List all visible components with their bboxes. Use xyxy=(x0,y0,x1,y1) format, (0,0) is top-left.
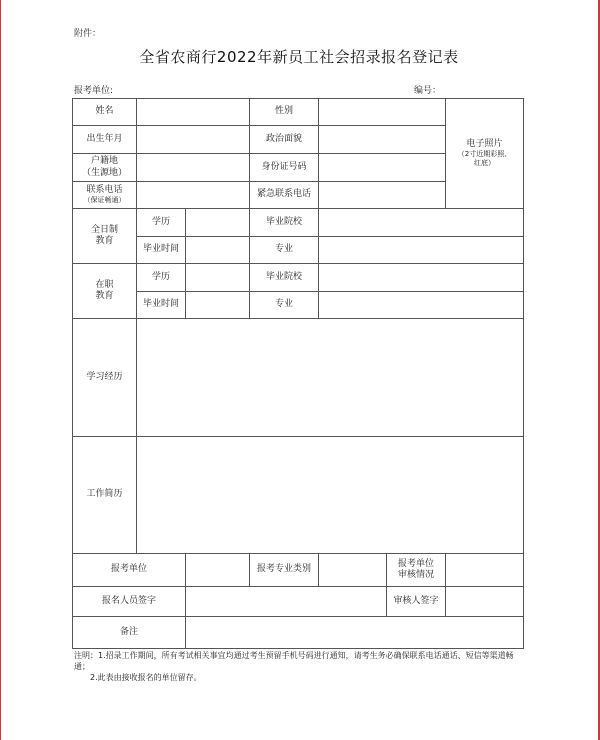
id-number-field[interactable] xyxy=(319,154,446,182)
table-row xyxy=(73,237,524,264)
fulltime-school-field[interactable] xyxy=(319,209,524,237)
note-line-1: 注明：1.招录工作期间，所有考试相关事宜均通过考生预留手机号码进行通知，请考生务必确保联系电话通话、短信等渠道畅通； xyxy=(74,651,514,672)
domicile-field[interactable] xyxy=(137,154,250,182)
table-row xyxy=(73,209,524,237)
photo-note-1: （2寸近期彩照、 xyxy=(457,150,512,159)
onjob-major-label: 专业 xyxy=(250,292,319,319)
onjob-school-label: 毕业院校 xyxy=(250,264,319,292)
id-number-label: 身份证号码 xyxy=(250,154,319,182)
fulltime-degree-label: 学历 xyxy=(137,209,186,237)
political-label: 政治面貌 xyxy=(250,126,319,154)
study-history-label: 学习经历 xyxy=(73,319,137,437)
onjob-degree-label: 学历 xyxy=(137,264,186,292)
onjob-label: 在职 xyxy=(95,279,114,290)
table-row xyxy=(73,437,524,554)
review-unit-label: 报考单位 xyxy=(397,558,434,569)
political-field[interactable] xyxy=(319,126,446,154)
phone-label: 联系电话 xyxy=(86,185,123,195)
registration-form-table xyxy=(72,98,524,649)
fulltime-education-cell xyxy=(73,209,137,264)
review-status-field[interactable] xyxy=(446,554,524,587)
apply-unit-label: 报考单位 xyxy=(73,554,186,587)
photo-label: 电子照片 xyxy=(466,139,503,150)
table-row xyxy=(73,319,524,437)
education-label: 教育 xyxy=(95,236,114,246)
fulltime-major-field[interactable] xyxy=(319,237,524,264)
reviewer-signature-label: 审核人签字 xyxy=(387,587,446,617)
onjob-education-cell xyxy=(73,264,137,319)
phone-note: （保证畅通） xyxy=(83,196,126,205)
table-row xyxy=(73,587,524,617)
name-label: 姓名 xyxy=(73,99,137,126)
onjob-degree-field[interactable] xyxy=(186,264,250,292)
phone-field[interactable] xyxy=(137,182,250,209)
onjob-school-field[interactable] xyxy=(319,264,524,292)
domicile-note: （生源地） xyxy=(81,167,127,178)
fulltime-grad-time-field[interactable] xyxy=(186,237,250,264)
gender-field[interactable] xyxy=(319,99,446,126)
remarks-field[interactable] xyxy=(186,617,524,649)
emergency-phone-field[interactable] xyxy=(319,182,446,209)
apply-unit-header-label: 报考单位: xyxy=(74,86,114,96)
onjob-education-label: 教育 xyxy=(95,291,114,301)
onjob-grad-time-field[interactable] xyxy=(186,292,250,319)
fulltime-label: 全日制 xyxy=(90,224,118,235)
fulltime-degree-field[interactable] xyxy=(186,209,250,237)
remarks-label: 备注 xyxy=(73,617,186,649)
table-row xyxy=(73,292,524,319)
table-row xyxy=(73,617,524,649)
birth-field[interactable] xyxy=(137,126,250,154)
applicant-signature-field[interactable] xyxy=(186,587,387,617)
domicile-label-cell xyxy=(73,154,137,182)
work-history-label: 工作简历 xyxy=(73,437,137,554)
onjob-major-field[interactable] xyxy=(319,292,524,319)
onjob-grad-time-label: 毕业时间 xyxy=(137,292,186,319)
form-notes xyxy=(74,650,526,684)
photo-note-2: 红底） xyxy=(474,159,495,168)
fulltime-school-label: 毕业院校 xyxy=(250,209,319,237)
fulltime-major-label: 专业 xyxy=(250,237,319,264)
name-field[interactable] xyxy=(137,99,250,126)
apply-category-label: 报考专业类别 xyxy=(250,554,319,587)
table-row xyxy=(73,554,524,587)
work-history-field[interactable] xyxy=(137,437,524,554)
attachment-label: 附件： xyxy=(74,29,102,39)
phone-label-cell xyxy=(73,182,137,209)
table-row xyxy=(73,264,524,292)
note-line-2: 2.此表由接收报名的单位留存。 xyxy=(90,673,202,683)
photo-cell[interactable] xyxy=(446,99,524,209)
gender-label: 性别 xyxy=(250,99,319,126)
fulltime-grad-time-label: 毕业时间 xyxy=(137,237,186,264)
review-status-label-cell xyxy=(387,554,446,587)
emergency-phone-label: 紧急联系电话 xyxy=(250,182,319,209)
applicant-signature-label: 报名人员签字 xyxy=(73,587,186,617)
table-row xyxy=(73,99,524,126)
birth-label: 出生年月 xyxy=(73,126,137,154)
study-history-field[interactable] xyxy=(137,319,524,437)
apply-unit-field[interactable] xyxy=(186,554,250,587)
reviewer-signature-field[interactable] xyxy=(446,587,524,617)
apply-category-field[interactable] xyxy=(319,554,387,587)
form-number-label: 编号： xyxy=(414,86,442,96)
review-status-label: 审核情况 xyxy=(397,570,434,580)
form-title: 全省农商行2022年新员工社会招录报名登记表 xyxy=(139,48,459,66)
domicile-label: 户籍地 xyxy=(90,156,118,167)
